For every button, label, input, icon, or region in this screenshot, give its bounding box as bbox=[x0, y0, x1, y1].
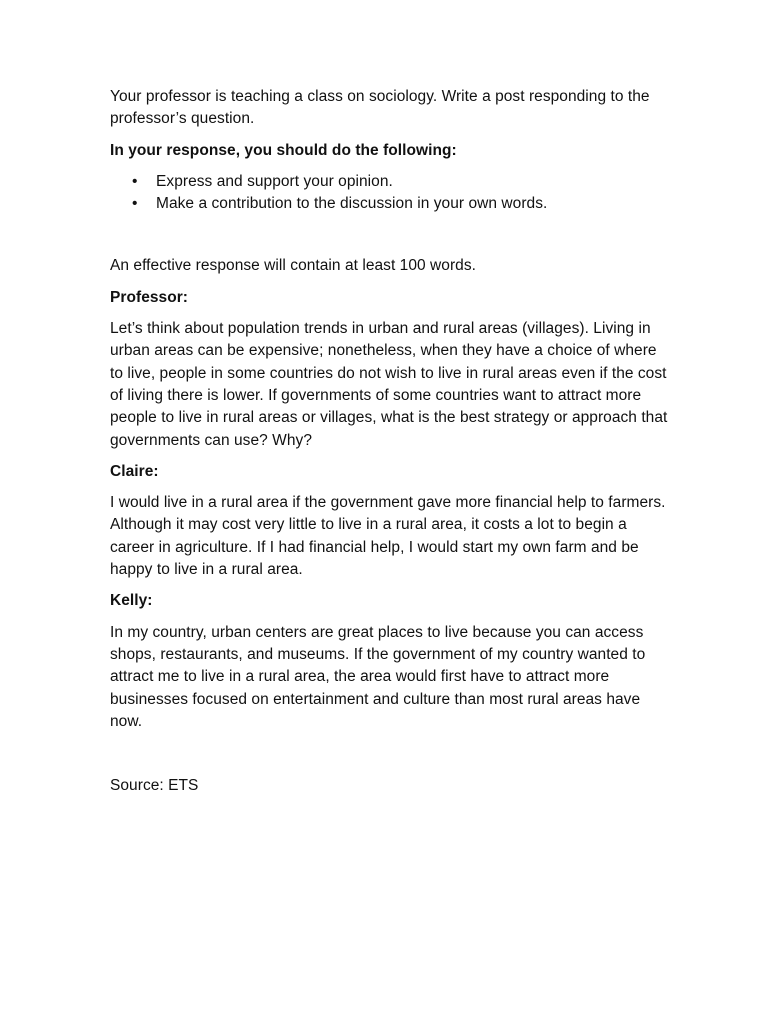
claire-label: Claire: bbox=[110, 462, 159, 480]
length-note: An effective response will contain at least 100 words. bbox=[110, 257, 477, 275]
bullet-icon: • bbox=[132, 172, 138, 190]
instructions-list bbox=[110, 171, 670, 216]
professor-label: Professor: bbox=[110, 288, 189, 306]
list-item bbox=[110, 171, 670, 193]
source-line: Source: ETS bbox=[110, 777, 199, 795]
bullet-icon: • bbox=[132, 195, 138, 213]
list-item-text: Make a contribution to the discussion in your own words. bbox=[156, 195, 548, 213]
professor-text: Let’s think about population trends in urban and rural areas (villages). Living in urban areas can be expensive; nonetheless, when they have a choice of where to live, people in some countries do not wish to live in rural areas even if the cost of living there is lower. If governments of some countries want to attract more people to live in rural areas or villages, what is the best strategy or approach that governments can use? Why? bbox=[110, 320, 668, 449]
document-page bbox=[110, 86, 670, 797]
list-item bbox=[110, 193, 670, 215]
instructions-heading: In your response, you should do the following: bbox=[110, 141, 457, 159]
claire-text: I would live in a rural area if the government gave more financial help to farmers. Although it may cost very little to live in a rural area, it costs a lot to begin a career in agriculture. If I had financial help, I would start my own farm and be happy to live in a rural area. bbox=[110, 494, 666, 579]
kelly-text: In my country, urban centers are great places to live because you can access shops, restaurants, and museums. If the government of my country wanted to attract me to live in a rural area, the area would first have to attract more businesses focused on entertainment and culture than most rural areas have now. bbox=[110, 623, 646, 730]
intro-paragraph: Your professor is teaching a class on sociology. Write a post responding to the professor’s question. bbox=[110, 88, 650, 128]
list-item-text: Express and support your opinion. bbox=[156, 172, 393, 190]
kelly-label: Kelly: bbox=[110, 592, 153, 610]
